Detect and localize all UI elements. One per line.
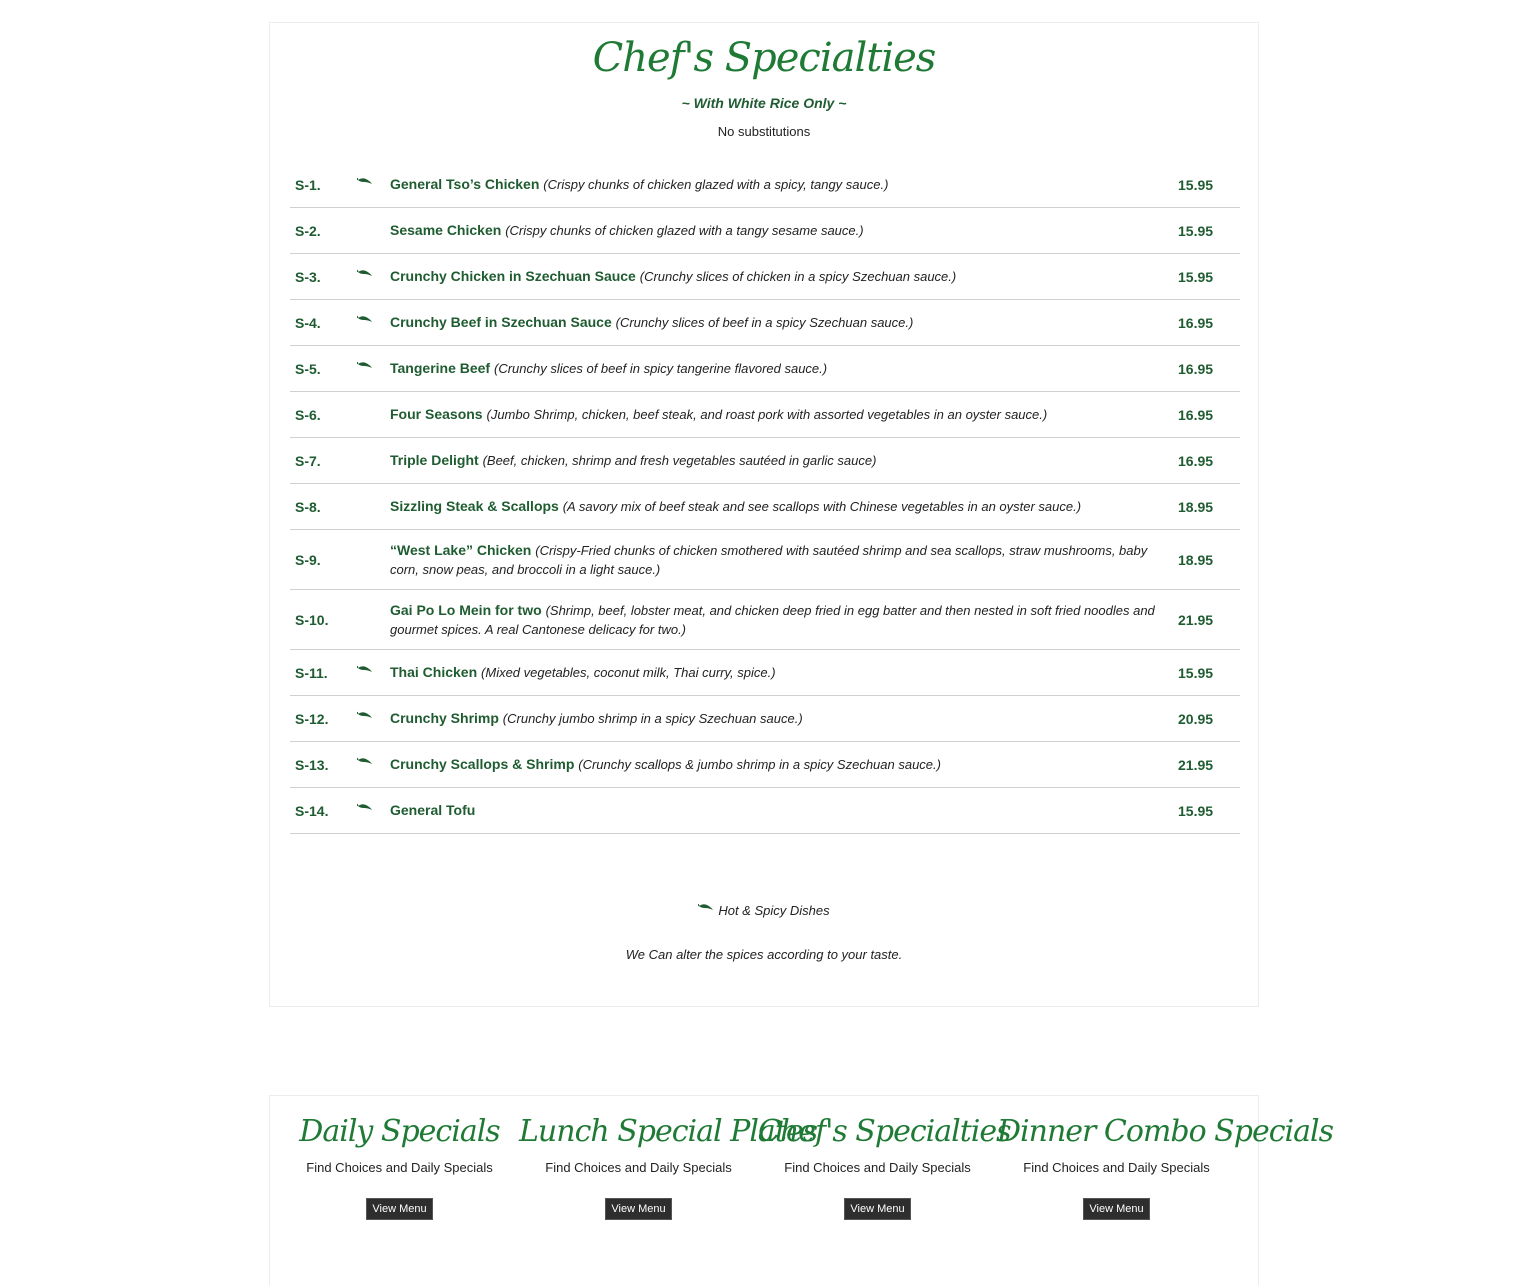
dish-details: (Jumbo Shrimp, chicken, beef steak, and roast pork with assorted vegetables in an oyster sauce.) xyxy=(486,407,1048,422)
menu-item-row xyxy=(290,254,1240,300)
item-price: 15.95 xyxy=(1178,664,1214,681)
chili-pepper-icon xyxy=(357,752,373,770)
menu-item-row xyxy=(290,162,1240,208)
item-description xyxy=(390,221,1178,240)
item-code: S-13. xyxy=(295,756,329,773)
menu-item-row xyxy=(290,392,1240,438)
item-code: S-1. xyxy=(295,176,321,193)
menu-card xyxy=(997,1112,1333,1220)
item-code: S-5. xyxy=(295,360,321,377)
spicy-indicator xyxy=(355,712,390,726)
item-price: 18.95 xyxy=(1178,498,1214,515)
spicy-indicator xyxy=(355,454,390,468)
legend-label: Hot & Spicy Dishes xyxy=(718,903,830,918)
chili-pepper-icon xyxy=(357,264,373,282)
card-title: Dinner Combo Specials xyxy=(997,1114,1333,1149)
item-code: S-14. xyxy=(295,802,329,819)
view-menu-button[interactable]: View Menu xyxy=(844,1198,910,1220)
spicy-indicator xyxy=(355,500,390,514)
dish-name: Sesame Chicken xyxy=(390,222,502,238)
item-code: S-9. xyxy=(295,551,321,568)
card-subtitle: Find Choices and Daily Specials xyxy=(784,1160,971,1175)
menu-table xyxy=(290,162,1240,834)
item-price: 15.95 xyxy=(1178,222,1214,239)
item-description xyxy=(390,601,1178,639)
item-code: S-8. xyxy=(295,498,321,515)
spicy-indicator xyxy=(355,362,390,376)
menu-item-row xyxy=(290,650,1240,696)
item-code: S-3. xyxy=(295,268,321,285)
item-description xyxy=(390,359,1178,378)
spicy-indicator xyxy=(355,270,390,284)
dish-details: (Crispy chunks of chicken glazed with a spicy, tangy sauce.) xyxy=(543,177,889,192)
card-title: Lunch Special Plates xyxy=(519,1114,818,1149)
menu-item-row xyxy=(290,742,1240,788)
item-price: 15.95 xyxy=(1178,268,1214,285)
chili-pepper-icon xyxy=(357,172,373,190)
card-title: Daily Specials xyxy=(299,1114,500,1149)
item-price: 15.95 xyxy=(1178,802,1214,819)
card-subtitle: Find Choices and Daily Specials xyxy=(545,1160,732,1175)
item-code: S-10. xyxy=(295,611,329,628)
chili-pepper-icon xyxy=(357,798,373,816)
item-price: 15.95 xyxy=(1178,176,1214,193)
item-price: 16.95 xyxy=(1178,452,1214,469)
item-description xyxy=(390,313,1178,332)
item-description xyxy=(390,541,1178,579)
dish-name: General Tofu xyxy=(390,802,476,818)
dish-name: Crunchy Chicken in Szechuan Sauce xyxy=(390,268,636,284)
menu-item-row xyxy=(290,696,1240,742)
item-description xyxy=(390,709,1178,728)
dish-name: General Tso’s Chicken xyxy=(390,176,540,192)
item-code: S-12. xyxy=(295,710,329,727)
spicy-indicator xyxy=(355,804,390,818)
item-description xyxy=(390,755,1178,774)
dish-name: Crunchy Beef in Szechuan Sauce xyxy=(390,314,612,330)
menu-card xyxy=(280,1112,519,1220)
dish-details: (Crispy-Fried chunks of chicken smothered with sautéed shrimp and sea scallops, straw mushrooms, baby corn, snow peas, and broccoli in a light sauce.) xyxy=(390,542,1148,577)
dish-details: (Crunchy slices of chicken in a spicy Szechuan sauce.) xyxy=(639,269,957,284)
dish-details: (Beef, chicken, shrimp and fresh vegetables sautéed in garlic sauce) xyxy=(482,453,877,468)
menu-item-row xyxy=(290,208,1240,254)
dish-details: (Crunchy slices of beef in a spicy Szechuan sauce.) xyxy=(615,315,914,330)
chili-pepper-icon xyxy=(357,310,373,328)
chefs-specialties-panel xyxy=(269,22,1259,1007)
dish-details: (Mixed vegetables, coconut milk, Thai curry, spice.) xyxy=(481,665,776,680)
dish-name: Crunchy Shrimp xyxy=(390,710,499,726)
dish-name: Thai Chicken xyxy=(390,664,478,680)
dish-name: Tangerine Beef xyxy=(390,360,491,376)
item-description xyxy=(390,497,1178,516)
card-subtitle: Find Choices and Daily Specials xyxy=(306,1160,493,1175)
spicy-indicator xyxy=(355,316,390,330)
item-price: 16.95 xyxy=(1178,406,1214,423)
menu-item-row xyxy=(290,438,1240,484)
menu-item-row xyxy=(290,788,1240,834)
card-subtitle: Find Choices and Daily Specials xyxy=(1023,1160,1210,1175)
view-menu-button[interactable]: View Menu xyxy=(605,1198,671,1220)
item-price: 16.95 xyxy=(1178,360,1214,377)
item-price: 21.95 xyxy=(1178,611,1214,628)
item-description xyxy=(390,451,1178,470)
spicy-indicator xyxy=(355,758,390,772)
menu-item-row xyxy=(290,300,1240,346)
item-code: S-4. xyxy=(295,314,321,331)
spicy-indicator xyxy=(355,553,390,567)
menu-item-row xyxy=(290,346,1240,392)
menu-item-row xyxy=(290,530,1240,590)
item-code: S-6. xyxy=(295,406,321,423)
chili-pepper-icon xyxy=(357,660,373,678)
dish-name: “West Lake” Chicken xyxy=(390,541,532,558)
card-title: Chef's Specialties xyxy=(758,1114,1011,1149)
page-title: Chef's Specialties xyxy=(592,35,936,81)
item-code: S-11. xyxy=(295,664,328,681)
view-menu-button[interactable]: View Menu xyxy=(366,1198,432,1220)
chili-pepper-icon xyxy=(357,706,373,724)
dish-details: (Crunchy scallops & jumbo shrimp in a spicy Szechuan sauce.) xyxy=(578,757,941,772)
dish-details: (Crispy chunks of chicken glazed with a tangy sesame sauce.) xyxy=(505,223,864,238)
dish-name: Sizzling Steak & Scallops xyxy=(390,498,559,514)
spicy-indicator xyxy=(355,178,390,192)
dish-details: (Shrimp, beef, lobster meat, and chicken deep fried in egg batter and then nested in soft fried noodles and gourmet spices. A real Cantonese delicacy for two.) xyxy=(390,602,1155,637)
chili-pepper-icon xyxy=(357,356,373,374)
item-code: S-7. xyxy=(295,452,321,469)
spicy-indicator xyxy=(355,408,390,422)
menu-cards xyxy=(280,1112,1333,1220)
dish-name: Crunchy Scallops & Shrimp xyxy=(390,756,575,772)
spicy-indicator xyxy=(355,224,390,238)
menu-item-row xyxy=(290,590,1240,650)
menu-card xyxy=(519,1112,818,1220)
menu-note: No substitutions xyxy=(717,124,811,139)
spicy-legend xyxy=(270,903,1258,918)
item-price: 21.95 xyxy=(1178,756,1214,773)
dish-name: Triple Delight xyxy=(390,452,479,468)
dish-name: Four Seasons xyxy=(390,406,483,422)
dish-name: Gai Po Lo Mein for two xyxy=(390,601,542,618)
menu-links-panel xyxy=(269,1095,1333,1285)
spice-footnote: We Can alter the spices according to your taste. xyxy=(625,947,903,962)
menu-item-row xyxy=(290,484,1240,530)
view-menu-button[interactable]: View Menu xyxy=(1083,1198,1149,1220)
item-description xyxy=(390,267,1178,286)
item-code: S-2. xyxy=(295,222,321,239)
menu-card xyxy=(758,1112,1011,1220)
spicy-indicator xyxy=(355,613,390,627)
dish-details: (Crunchy jumbo shrimp in a spicy Szechuan sauce.) xyxy=(502,711,803,726)
dish-details: (A savory mix of beef steak and see scallops with Chinese vegetables in an oyster sauce.) xyxy=(562,499,1082,514)
item-price: 18.95 xyxy=(1178,551,1214,568)
item-price: 20.95 xyxy=(1178,710,1214,727)
item-price: 16.95 xyxy=(1178,314,1214,331)
item-description xyxy=(390,801,1178,820)
chili-pepper-icon xyxy=(698,899,714,914)
menu-subtitle: ~ With White Rice Only ~ xyxy=(681,95,847,111)
dish-details: (Crunchy slices of beef in spicy tangerine flavored sauce.) xyxy=(494,361,828,376)
item-description xyxy=(390,175,1178,194)
spicy-indicator xyxy=(355,666,390,680)
item-description xyxy=(390,405,1178,424)
item-description xyxy=(390,663,1178,682)
